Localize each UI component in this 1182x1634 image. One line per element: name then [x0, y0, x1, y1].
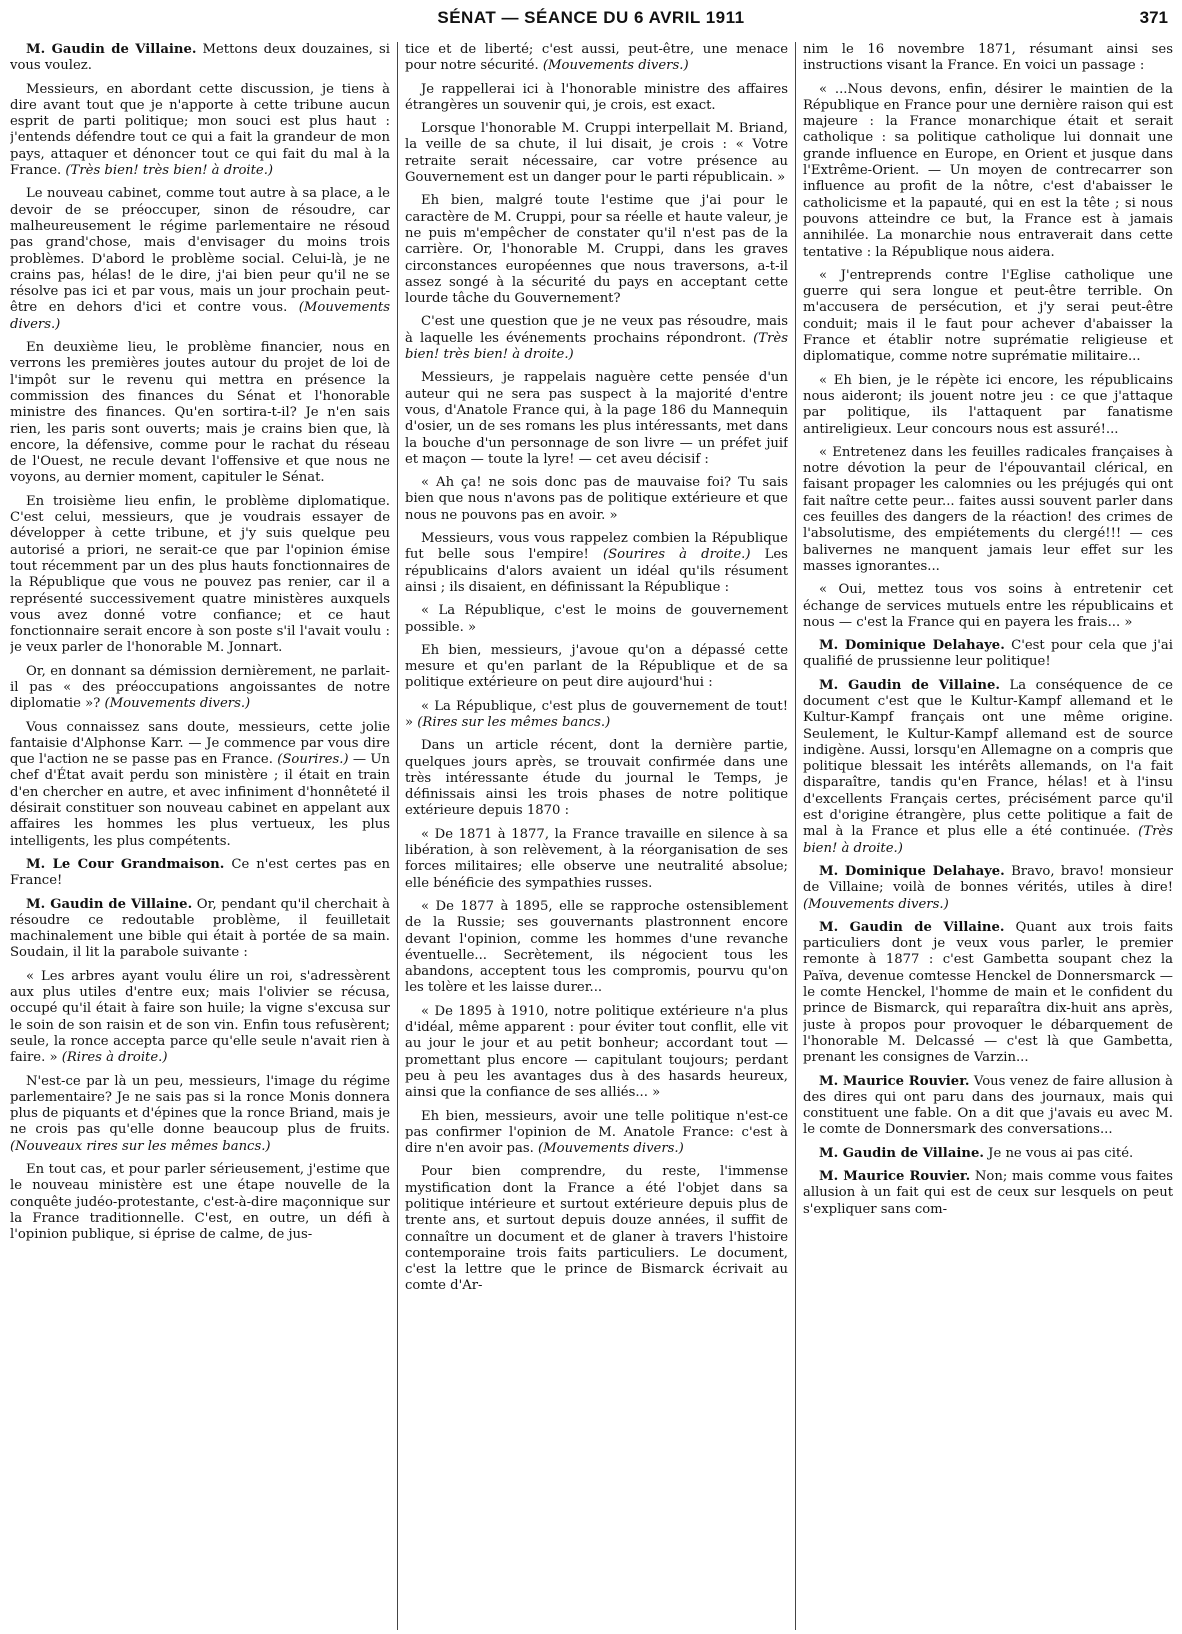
stage-direction: (Sourires.) [277, 752, 349, 768]
speech-paragraph [803, 1169, 1173, 1218]
paragraph-text: « ...Nous devons, enfin, désirer le maintien de la République en France pour une dernière raison qui est majeure : la France monarchique était et serait catholique : sa politique catholique lui donnait une grande influence en Europe, en Orient et jusque dans l'Extrême-Orient. — Un moyen de contrecarrer son influence au profit de la nôtre, c'est d'abaisser le catholicisme et la papauté, qui en est la tête ; si nous pouvons atteindre ce but, la France est à jamais annihilée. La monarchie nous entraverait dans cette tentative : la République nous aidera. [803, 81, 1173, 260]
paragraph-text: « De 1871 à 1877, la France travaille en silence à sa libération, à son relèvement, à la réorganisation de ses forces militaires; elle observe une neutralité absolue; elle bénéficie des sympathies russes. [405, 826, 788, 891]
speech-paragraph [803, 1146, 1173, 1162]
paragraph [405, 1109, 788, 1158]
stage-direction: (Mouvements divers.) [10, 300, 390, 332]
paragraph-text: En troisième lieu enfin, le problème diplomatique. C'est celui, messieurs, que je voudrais essayer de développer à cette tribune, et j'y suis quelque peu autorisé a priori, ne serait-ce que par l'opinion émise tout récemment par un des plus hauts fonctionnaires de la République que vous ne pouvez pas renier, car il a représenté successivement quatre ministères auxquels vous avez donné votre confiance; et ce haut fonctionnaire serait encore à son poste s'il l'avait voulu : je veux parler de l'honorable M. Jonnart. [10, 493, 390, 656]
paragraph [10, 82, 390, 180]
paragraph-text: Mettons deux douzaines, si vous voulez. [10, 42, 390, 74]
page-header [0, 8, 1182, 34]
paragraph-text: Le nouveau cabinet, comme tout autre à sa place, a le devoir de se préoccuper, sinon de résoudre, car malheureusement le régime parlementaire ne résoud pas grand'chose, mais d'envisager du moins trois problèmes. D'abord le problème social. Celui-là, je ne crains pas, hélas! de le dire, j'ai bien peur qu'il ne se résolve pas ici et par vous, mais un jour prochain peut-être en dehors d'ici et contre vous. [10, 186, 390, 316]
paragraph-text: En deuxième lieu, le problème financier, nous en verrons les premières joutes autour du projet de loi de l'impôt sur le revenu qui mettra en présence la commission des finances du Sénat et l'honorable ministre des finances. Qu'en sortira-t-il? Je n'en sais rien, les paris sont ouverts; mais je crains bien que, là encore, la défensive, comme pour le rachat du réseau de l'Ouest, ne recule devant l'offensive et que nous ne voyons, au dernier moment, capituler le Sénat. [10, 340, 390, 486]
speaker-name: M. Gaudin de Villaine. [819, 677, 1000, 693]
paragraph-text: Or, pendant qu'il cherchait à résoudre ce redoutable problème, il feuilletait machinalement une bible qui était à portée de sa main. Soudain, il lit la parabole suivante : [10, 896, 390, 961]
paragraph [10, 720, 390, 850]
paragraph [405, 827, 788, 892]
paragraph [10, 340, 390, 487]
stage-direction: (Très bien! à droite.) [803, 824, 1173, 856]
paragraph-text: N'est-ce par là un peu, messieurs, l'image du régime parlementaire? Je ne sais pas si la ronce Monis donnera plus de piquants et d'épines que la ronce Briand, mais je ne crois pas qu'elle donne beaucoup plus de fruits. [10, 1073, 390, 1138]
paragraph-text: Non; mais comme vous faites allusion à un fait qui est de ceux sur lesquels on peut s'expliquer sans com- [803, 1169, 1173, 1217]
paragraph-text: « Entretenez dans les feuilles radicales françaises à notre dévotion la peur de l'épouvantail clérical, en faisant propager les calomnies ou les préjugés qui ont fait naître cette peur... faites aussi souvent parler dans ces feuilles des dangers de la réaction! des crimes de l'absolutisme, des empiétements du clergé!!! — ces balivernes ne manquent jamais leur effet sur les masses ignorantes... [803, 444, 1173, 574]
stage-direction: (Nouveaux rires sur les mêmes bancs.) [10, 1138, 271, 1154]
stage-direction: (Sourires à droite.) [602, 547, 751, 563]
paragraph [803, 445, 1173, 575]
paragraph-text: C'est pour cela que j'ai qualifié de prussienne leur politique! [803, 638, 1173, 670]
paragraph [10, 969, 390, 1067]
paragraph-text: Je ne vous ai pas cité. [988, 1145, 1134, 1161]
paragraph [405, 1164, 788, 1294]
column-2 [405, 42, 788, 1630]
paragraph [803, 82, 1173, 261]
paragraph [10, 1162, 390, 1243]
paragraph-text: tice et de liberté; c'est aussi, peut-être, une menace pour notre sécurité. [405, 42, 788, 74]
paragraph [803, 582, 1173, 631]
paragraph [405, 738, 788, 819]
paragraph [405, 314, 788, 363]
paragraph-text: En tout cas, et pour parler sérieusement, j'estime que le nouveau ministère est une étape nouvelle de la conquête judéo-protestante, c'est-à-dire maçonnique sur la France traditionnelle. C'est, en outre, un défi à l'opinion publique, si éprise de calme, de jus- [10, 1162, 390, 1243]
paragraph [803, 373, 1173, 438]
speaker-name: M. Dominique Delahaye. [819, 638, 1005, 654]
paragraph-text: Vous connaissez sans doute, messieurs, cette jolie fantaisie d'Alphonse Karr. — Je commence par vous dire que l'action ne se passe pas en France. [10, 719, 390, 768]
stage-direction: (Mouvements divers.) [542, 58, 689, 74]
paragraph [405, 42, 788, 75]
speaker-name: M. Gaudin de Villaine. [819, 919, 1005, 935]
paragraph [405, 193, 788, 307]
paragraph [803, 42, 1173, 75]
paragraph-text: Ce n'est certes pas en France! [10, 856, 390, 889]
paragraph [405, 531, 788, 596]
paragraph-text: La conséquence de ce document c'est que le Kultur-Kampf allemand et le Kultur-Kampf français ont une même origine. Seulement, le Kultur-Kampf allemand est de source indigène. Aussi, lorsqu'en Allemagne on a compris que politique blessait les intérêts allemands, on l'a fait disparaître, tandis qu'en France, hélas! et à l'insu d'excellents Français certes, précisément parce qu'il est d'origine étrangère, plus cette politique a fait de mal à la France et plus elle a été continuée. [803, 677, 1173, 840]
speaker-name: M. Gaudin de Villaine. [819, 1145, 984, 1161]
paragraph-text: Pour bien comprendre, du reste, l'immense mystification dont la France a été l'objet dans sa politique intérieure et surtout extérieure depuis plus de trente ans, et surtout depuis douze années, il suffit de connaître un document et de glaner à travers l'histoire contemporaine trois faits particuliers. Le document, c'est la lettre que le prince de Bismarck écrivait au comte d'Ar- [405, 1164, 788, 1294]
speech-paragraph [803, 678, 1173, 857]
paragraph-text: Les républicains d'alors avaient un idéal qu'ils résument ainsi ; ils disaient, en définissant la République : [405, 547, 788, 595]
paragraph [405, 899, 788, 997]
paragraph [405, 370, 788, 468]
paragraph-text: « La République, c'est plus de gouvernement de tout! » [405, 698, 788, 730]
column-3 [803, 42, 1173, 1630]
paragraph-text: C'est une question que je ne veux pas résoudre, mais à laquelle les événements prochains répondront. [405, 314, 788, 346]
paragraph [405, 699, 788, 732]
speaker-name: M. Maurice Rouvier. [819, 1073, 970, 1089]
paragraph [405, 1004, 788, 1102]
paragraph [803, 268, 1173, 366]
paragraph [405, 643, 788, 692]
speech-paragraph [10, 42, 390, 75]
paragraph-text: « Ah ça! ne sois donc pas de mauvaise foi? Tu sais bien que nous n'avons pas de politique extérieure et que nous ne pouvons pas en avoir. » [405, 475, 788, 523]
paragraph-text: « J'entreprends contre l'Eglise catholique une guerre qui sera longue et peut-être terrible. On m'accusera de persécution, et j'y serai peut-être conduit; mais il le faut pour achever d'abaisser la France et établir notre suprématie religieuse et diplomatique, comme notre suprématie militaire... [803, 267, 1173, 365]
paragraph [405, 121, 788, 186]
stage-direction: (Très bien! très bien! à droite.) [65, 163, 274, 179]
paragraph-text: Lorsque l'honorable M. Cruppi interpellait M. Briand, la veille de sa chute, il lui disait, je crois : « Votre retraite serait nécessaire, car votre présence au Gouvernement est un danger pour le parti républicain. » [405, 121, 788, 186]
page-number: 371 [1139, 8, 1168, 27]
speech-paragraph [803, 920, 1173, 1067]
paragraph [405, 603, 788, 636]
paragraph-text: « De 1895 à 1910, notre politique extérieure n'a plus d'idéal, même apparent : pour éviter tout conflit, elle vit au jour le jour et au petit bonheur; accordant tout — promettant plus encore — capitulant toujours; perdant peu à peu les avantages dus à des hasards heureux, ainsi que la confiance de ses alliés... » [405, 1003, 788, 1101]
paragraph [10, 186, 390, 333]
paragraph [405, 82, 788, 115]
stage-direction: (Rires sur les mêmes bancs.) [417, 714, 611, 730]
speech-paragraph [803, 638, 1173, 671]
speaker-name: M. Le Cour Grandmaison. [26, 856, 225, 872]
paragraph-text: Je rappellerai ici à l'honorable ministre des affaires étrangères un souvenir qui, je crois, est exact. [405, 81, 788, 113]
stage-direction: (Mouvements divers.) [538, 1141, 684, 1157]
column-divider [397, 42, 398, 1630]
speech-paragraph [803, 1074, 1173, 1139]
paragraph-text: Dans un article récent, dont la dernière partie, quelques jours après, se trouvait confirmée dans une très intéressante étude du journal le Temps, je définissais ainsi les trois phases de notre politique extérieure depuis 1870 : [405, 738, 788, 819]
paragraph-text: « De 1877 à 1895, elle se rapproche ostensiblement de la Russie; ses gouvernants plastronnent encore devant l'opinion, comme les hommes d'une revanche éventuelle... Secrètement, ils négocient tous les abandons, acceptent tous les compromis, pourvu qu'on les tolère et les laisse durer... [405, 898, 788, 996]
paragraph [10, 1074, 390, 1155]
stage-direction: (Mouvements divers.) [104, 696, 251, 712]
paragraph-text: Eh bien, malgré toute l'estime que j'ai pour le caractère de M. Cruppi, pour sa réelle et haute valeur, je ne puis m'empêcher de constater qu'il n'est pas de la carrière. Or, l'honorable M. Cruppi, dans les graves circonstances européennes que nous traversons, a-t-il assez songé à la sécurité du pays en acceptant cette lourde tâche du Gouvernement? [405, 193, 788, 307]
paragraph-text: Messieurs, je rappelais naguère cette pensée d'un auteur qui ne sera pas suspect à la majorité d'entre vous, d'Anatole France qui, à la page 186 du Mannequin d'osier, un de ses romans les plus intéressants, met dans la bouche d'un personnage de son livre — un préfet juif et maçon — toute la lyre! — cet aveu décisif : [405, 370, 788, 467]
stage-direction: (Mouvements divers.) [803, 896, 949, 912]
paragraph-text: — Un chef d'État avait perdu son ministère ; il était en train d'en chercher en autre, et avec infiniment d'honnêteté il désirait constituer son nouveau cabinet en appelant aux affaires les hommes les plus vertueux, les plus intelligents, les plus compétents. [10, 752, 390, 849]
paragraph [10, 664, 390, 713]
paragraph-text: Messieurs, vous vous rappelez combien la République fut belle sous l'empire! [405, 531, 788, 563]
paragraph-text: Messieurs, en abordant cette discussion, je tiens à dire avant tout que je n'apporte à cette tribune aucun esprit de parti politique; mon souci est plus haut : j'entends défendre tout ce qui a fait la grandeur de mon pays, attaquer et dénoncer tout ce qui fait du mal à la France. [10, 81, 390, 179]
speaker-name: M. Gaudin de Villaine. [26, 896, 193, 912]
speech-paragraph [10, 857, 390, 890]
paragraph-text: nim le 16 novembre 1871, résumant ainsi ses instructions visant la France. En voici un passage : [803, 42, 1173, 74]
speaker-name: M. Maurice Rouvier. [819, 1169, 971, 1184]
paragraph-text: « Oui, mettez tous vos soins à entretenir cet échange de services mutuels entre les républicains et nous — c'est la France qui en payera les frais... » [803, 582, 1173, 630]
paragraph-text: Bravo, bravo! monsieur de Villaine; voilà de bonnes vérités, utiles à dire! [803, 863, 1173, 896]
paragraph [10, 494, 390, 657]
stage-direction: (Rires à droite.) [61, 1050, 168, 1066]
speech-paragraph [10, 897, 390, 962]
paragraph-text: « Eh bien, je le répète ici encore, les républicains nous aideront; ils jouent notre jeu : ce que j'attaque par politique, ils l'attaquent par fanatisme antireligieux. Leur concours nous est assuré!... [803, 372, 1173, 437]
paragraph-text: Vous venez de faire allusion à des dires qui ont paru dans des journaux, mais qui constituent une fable. On a dit que j'avais eu avec M. le comte de Donnersmark des conversations... [803, 1073, 1173, 1138]
speaker-name: M. Gaudin de Villaine. [26, 42, 197, 57]
speech-paragraph [803, 864, 1173, 913]
paragraph [405, 475, 788, 524]
paragraph-text: Quant aux trois faits particuliers dont je veux vous parler, le premier remonte à 1877 : c'est Gambetta soupant chez la Païva, devenue comtesse Henckel de Donnersmarck — le comte Henckel, l'homme de main et le confident du prince de Bismarck, qui reparaîtra dix-huit ans après, juste à propos pour provoquer le débarquement de l'honorable M. Delcassé — c'est là que Gambetta, prenant les consignes de Varzin... [803, 919, 1173, 1066]
paragraph-text: Or, en donnant sa démission dernièrement, ne parlait-il pas « des préoccupations angoissantes de notre diplomatie »? [10, 663, 390, 712]
column-1 [10, 42, 390, 1630]
paragraph-text: « La République, c'est le moins de gouvernement possible. » [405, 603, 788, 635]
paragraph-text: Eh bien, messieurs, j'avoue qu'on a dépassé cette mesure et qu'en parlant de la République et de sa politique extérieure on peut dire aujourd'hui : [405, 642, 788, 691]
paragraph-text: « Les arbres ayant voulu élire un roi, s'adressèrent aux plus utiles d'entre eux; mais l'olivier se récusa, occupé qu'il était à faire son huile; la vigne s'excusa sur le soin de son raisin et de son vin. Enfin tous refusèrent; seule, la ronce accepta parce qu'elle seule n'avait rien à faire. » [10, 968, 390, 1066]
stage-direction: (Très bien! très bien! à droite.) [405, 330, 788, 363]
paragraph-text: Eh bien, messieurs, avoir une telle politique n'est-ce pas confirmer l'opinion de M. Anatole France: c'est à dire n'en avoir pas. [405, 1108, 788, 1157]
page-title: SÉNAT — SÉANCE DU 6 AVRIL 1911 [437, 8, 745, 27]
speaker-name: M. Dominique Delahaye. [819, 863, 1005, 879]
column-divider [795, 42, 796, 1630]
